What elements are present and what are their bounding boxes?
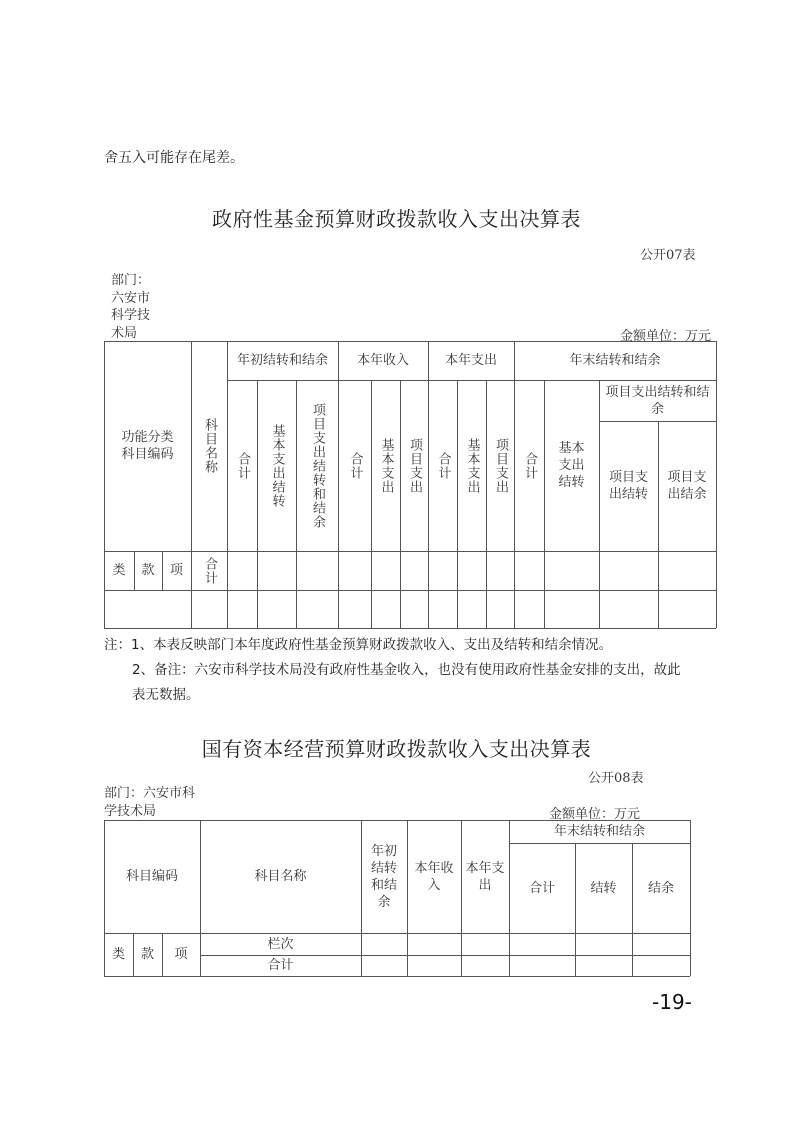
table1-note-1: 注：1、本表反映部门本年度政府性基金预算财政拨款收入、支出及结转和结余情况。	[104, 637, 613, 653]
table1-form-number: 公开07表	[640, 248, 696, 263]
header-xiang: 项	[169, 563, 183, 578]
t2-header-expense: 本年支出	[465, 860, 505, 893]
table1-note-2: 2、备注：六安市科学技术局没有政府性基金收入，也没有使用政府性基金安排的支出，故此	[132, 662, 681, 678]
dept-line: 术局	[111, 325, 138, 341]
header-begin-project-cell	[296, 380, 338, 551]
dept-line: 部门：六安市科	[104, 786, 196, 801]
dept-line: 科学技	[111, 308, 151, 323]
t2-header-name: 科目名称	[254, 869, 307, 884]
header-income-basic: 基本支出	[378, 437, 394, 494]
t2-header-xiang: 项	[174, 947, 188, 962]
header-expense-total-cell	[428, 380, 457, 551]
header-kuan: 款	[141, 563, 155, 578]
header-begin-group: 年初结转和结余	[236, 353, 328, 368]
header-end-group: 年末结转和结余	[569, 353, 661, 368]
header-begin-total: 合计	[235, 451, 250, 480]
header-expense-total: 合计	[435, 451, 451, 480]
header-income-project-cell	[400, 380, 428, 551]
t2-header-end-balance: 结余	[647, 880, 674, 896]
t2-header-lei: 类	[111, 947, 125, 962]
t2-col-row-label: 栏次	[267, 936, 294, 952]
header-name: 科目名称	[202, 418, 217, 474]
sum-row-label-cell	[191, 551, 227, 590]
header-expense-project-cell	[486, 380, 514, 551]
header-income-project: 项目支出	[407, 437, 422, 494]
header-income-total: 合计	[347, 451, 363, 480]
dept-line: 六安市	[111, 290, 151, 306]
intro-text: 舍五入可能存在尾差。	[104, 150, 244, 166]
t2-header-end-total: 合计	[528, 880, 555, 896]
header-income-group: 本年收入	[356, 353, 409, 368]
header-name-cell	[191, 341, 227, 551]
header-end-project-balance: 项目支出结余	[667, 470, 707, 502]
table1-unit: 金额单位：万元	[620, 329, 712, 344]
t2-header-begin: 年初结转和结余	[370, 843, 397, 910]
page-number: -19-	[652, 990, 692, 1014]
dept-line: 部门：	[111, 273, 151, 288]
t2-header-end-group: 年末结转和结余	[553, 824, 645, 839]
dept-line: 学技术局	[104, 804, 157, 819]
header-end-total-cell	[514, 380, 544, 551]
header-end-project-group: 项目支出结转和结余	[605, 384, 710, 417]
header-begin-total-cell	[227, 380, 257, 551]
t2-header-income: 本年收入	[414, 860, 454, 893]
header-end-project-carry: 项目支出结转	[608, 470, 648, 502]
header-expense-group: 本年支出	[444, 353, 497, 368]
header-begin-basic-cell	[257, 380, 296, 551]
table1-title: 政府性基金预算财政拨款收入支出决算表	[212, 207, 581, 231]
table1-empty-row	[104, 590, 716, 628]
header-expense-project: 项目支出	[493, 437, 508, 494]
header-begin-project: 项目支出结转和结余	[310, 402, 325, 529]
table1-department	[111, 272, 150, 342]
table2-form-number: 公开08表	[588, 771, 644, 786]
table1-note-3: 表无数据。	[132, 687, 200, 703]
header-income-total-cell	[338, 380, 371, 551]
t2-header-end-carry: 结转	[590, 880, 617, 896]
header-lei: 类	[112, 563, 126, 578]
t2-header-code: 科目编码	[125, 869, 178, 884]
header-end-total: 合计	[522, 451, 537, 480]
header-income-basic-cell	[371, 380, 400, 551]
header-code: 功能分类 科目编码	[121, 430, 174, 462]
sum-row-label: 合计	[202, 556, 217, 585]
header-expense-basic: 基本支出	[464, 437, 480, 494]
header-expense-basic-cell	[457, 380, 486, 551]
table2-title: 国有资本经营预算财政拨款收入支出决算表	[201, 737, 592, 761]
t2-header-kuan: 款	[140, 947, 154, 962]
header-end-basic: 基本支出结转	[558, 441, 585, 490]
table2-department	[104, 785, 195, 821]
table2-unit: 金额单位：万元	[549, 807, 641, 822]
header-begin-basic: 基本支出结转	[269, 423, 285, 508]
t2-sum-row-label: 合计	[267, 958, 294, 973]
